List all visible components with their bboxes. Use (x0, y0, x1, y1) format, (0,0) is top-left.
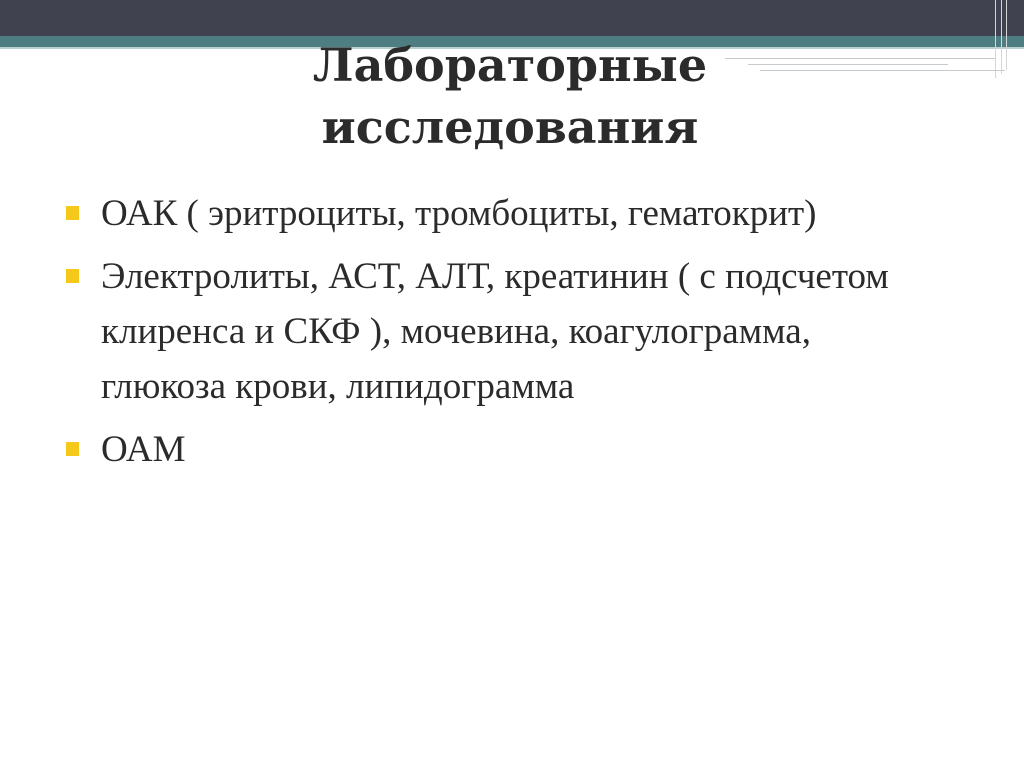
slide-title: Лабораторные исследования (312, 38, 708, 154)
list-item-text: ОАМ (101, 429, 186, 470)
decor-vertical-line (1006, 0, 1007, 70)
list-item (66, 186, 926, 241)
list-item-text: Электролиты, АСТ, АЛТ, креатинин ( с подсчетом клиренса и СКФ ), мочевина, коагулограмма, глюкоза крови, липидограмма (101, 256, 889, 407)
list-item (66, 249, 926, 414)
decor-vertical-line (995, 0, 996, 78)
square-bullet-icon (66, 269, 79, 283)
square-bullet-icon (66, 442, 79, 456)
list-item-text: ОАК ( эритроциты, тромбоциты, гематокрит) (101, 193, 817, 234)
bullet-list (66, 186, 926, 485)
top-decoration-bar (0, 0, 1024, 36)
square-bullet-icon (66, 206, 79, 220)
list-item (66, 422, 926, 477)
decor-vertical-line (1001, 0, 1002, 74)
